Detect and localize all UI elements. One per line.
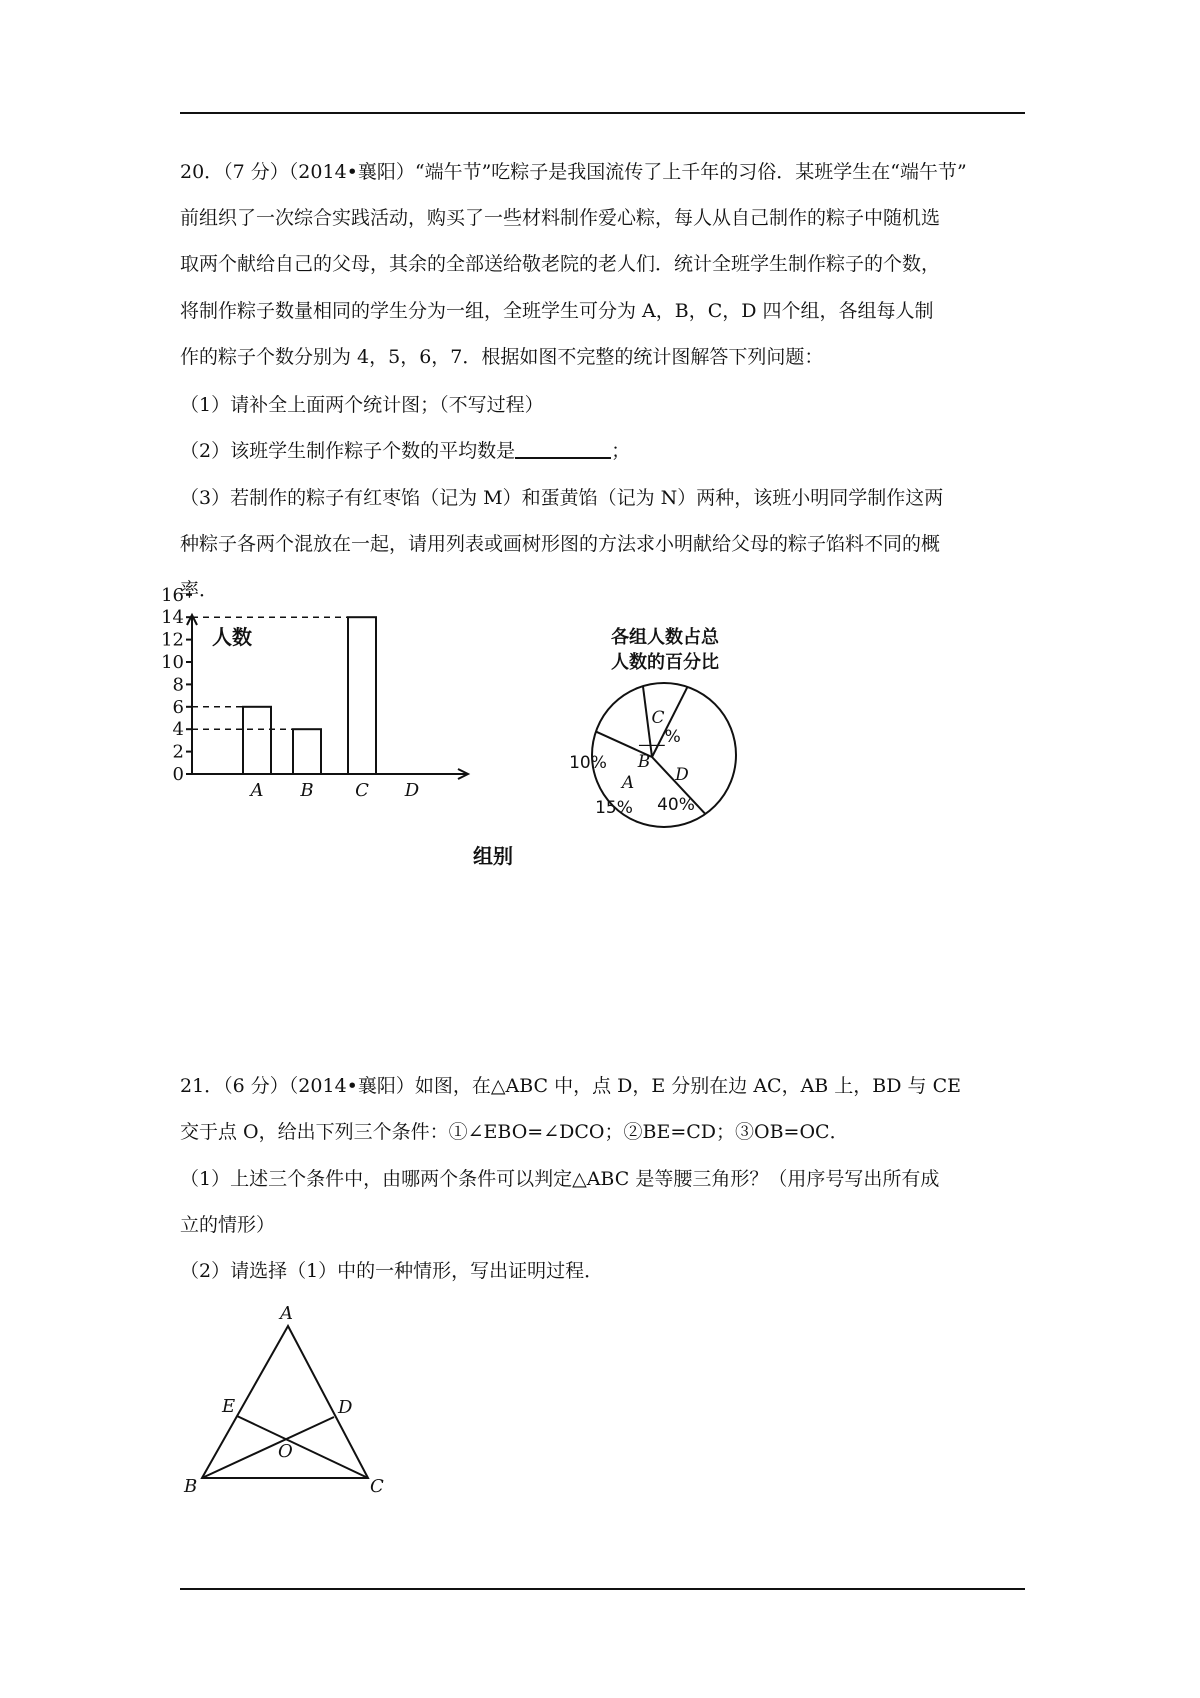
y-tick-label: 2 bbox=[172, 741, 184, 763]
pie-chart bbox=[569, 620, 750, 840]
triangle-figure bbox=[180, 1300, 400, 1505]
q21-line: 交于点 O，给出下列三个条件：①∠EBO=∠DCO；②BE=CD；③OB=OC． bbox=[180, 1121, 849, 1143]
y-tick-label: 8 bbox=[172, 674, 184, 696]
y-tick-label: 12 bbox=[161, 629, 184, 651]
q20-sub3: 率． bbox=[180, 579, 219, 601]
pie-chart-title-line: 人数的百分比 bbox=[611, 652, 719, 673]
point-label-d: D bbox=[338, 1397, 353, 1418]
bar-chart bbox=[160, 584, 530, 875]
answer-blank bbox=[515, 439, 611, 459]
bar-b bbox=[293, 729, 321, 774]
x-tick-label: B bbox=[300, 780, 314, 801]
q20-line: 20．（7 分）（2014•襄阳）“端午节”吃粽子是我国流传了上千年的习俗．某班学生在“端午节” bbox=[180, 161, 967, 183]
bar-c bbox=[348, 617, 376, 774]
pie-label-b: B bbox=[637, 752, 651, 772]
q20-sub1: （1）请补全上面两个统计图；（不写过程） bbox=[180, 394, 544, 416]
q20-line: 取两个献给自己的父母，其余的全部送给敬老院的老人们．统计全班学生制作粽子的个数， bbox=[180, 253, 941, 275]
bar-chart-ylabel: 人数 bbox=[212, 625, 252, 649]
vertex-label-b: B bbox=[184, 1476, 198, 1497]
bar-a bbox=[243, 707, 271, 774]
segment-ce bbox=[237, 1416, 368, 1478]
vertex-label-c: C bbox=[370, 1476, 384, 1497]
pie-percent-a: 15% bbox=[595, 798, 633, 818]
q20-sub3: （3）若制作的粽子有红枣馅（记为 M）和蛋黄馅（记为 N）两种，该班小明同学制作这两 bbox=[180, 487, 944, 509]
point-label-o: O bbox=[278, 1441, 293, 1462]
vertex-label-a: A bbox=[280, 1303, 293, 1324]
pie-label-d: D bbox=[675, 765, 689, 785]
pie-percent-d: 40% bbox=[657, 795, 695, 815]
q20-sub2 bbox=[180, 439, 630, 463]
q20-sub2-end: ； bbox=[611, 440, 631, 462]
x-tick-label: C bbox=[355, 780, 369, 801]
q20-sub2-text: （2）该班学生制作粽子个数的平均数是 bbox=[180, 440, 516, 462]
segment-bd bbox=[202, 1417, 334, 1478]
y-tick-label: 10 bbox=[161, 652, 184, 673]
y-tick-label: 16 bbox=[161, 584, 184, 606]
q21-sub2: （2）请选择（1）中的一种情形，写出证明过程． bbox=[180, 1260, 604, 1282]
x-tick-label: A bbox=[250, 780, 264, 801]
y-tick-label: 0 bbox=[172, 764, 184, 785]
q20-line: 作的粽子个数分别为 4，5，6，7．根据如图不完整的统计图解答下列问题： bbox=[180, 346, 824, 368]
point-label-e: E bbox=[222, 1396, 236, 1417]
q20-line: 将制作粽子数量相同的学生分为一组，全班学生可分为 A，B，C，D 四个组，各组每人制 bbox=[180, 300, 934, 322]
pie-chart-title-line: 各组人数占总 bbox=[611, 627, 719, 648]
top-rule bbox=[180, 112, 1025, 114]
pie-label-a: A bbox=[621, 773, 635, 793]
x-tick-label: D bbox=[404, 780, 420, 801]
y-tick-label: 6 bbox=[172, 696, 184, 718]
pie-label-c: C bbox=[651, 708, 665, 728]
pie-percent-b: 10% bbox=[569, 753, 607, 773]
q21-sub1: （1）上述三个条件中，由哪两个条件可以判定△ABC 是等腰三角形？（用序号写出所有成 bbox=[180, 1168, 940, 1190]
q20-sub3: 种粽子各两个混放在一起，请用列表或画树形图的方法求小明献给父母的粽子馅料不同的概 bbox=[180, 533, 941, 555]
q21-sub1: 立的情形） bbox=[180, 1214, 276, 1236]
bottom-rule bbox=[180, 1588, 1025, 1590]
y-tick-label: 4 bbox=[172, 719, 184, 741]
q20-line: 前组织了一次综合实践活动，购买了一些材料制作爱心粽，每人从自己制作的粽子中随机选 bbox=[180, 207, 941, 229]
bar-chart-xlabel: 组别 bbox=[473, 844, 513, 868]
y-tick-label: 14 bbox=[161, 607, 184, 629]
pie-percent-c: ___% bbox=[639, 727, 681, 747]
q21-line: 21．（6 分）（2014•襄阳）如图，在△ABC 中，点 D，E 分别在边 AC，AB 上，BD 与 CE bbox=[180, 1075, 961, 1097]
